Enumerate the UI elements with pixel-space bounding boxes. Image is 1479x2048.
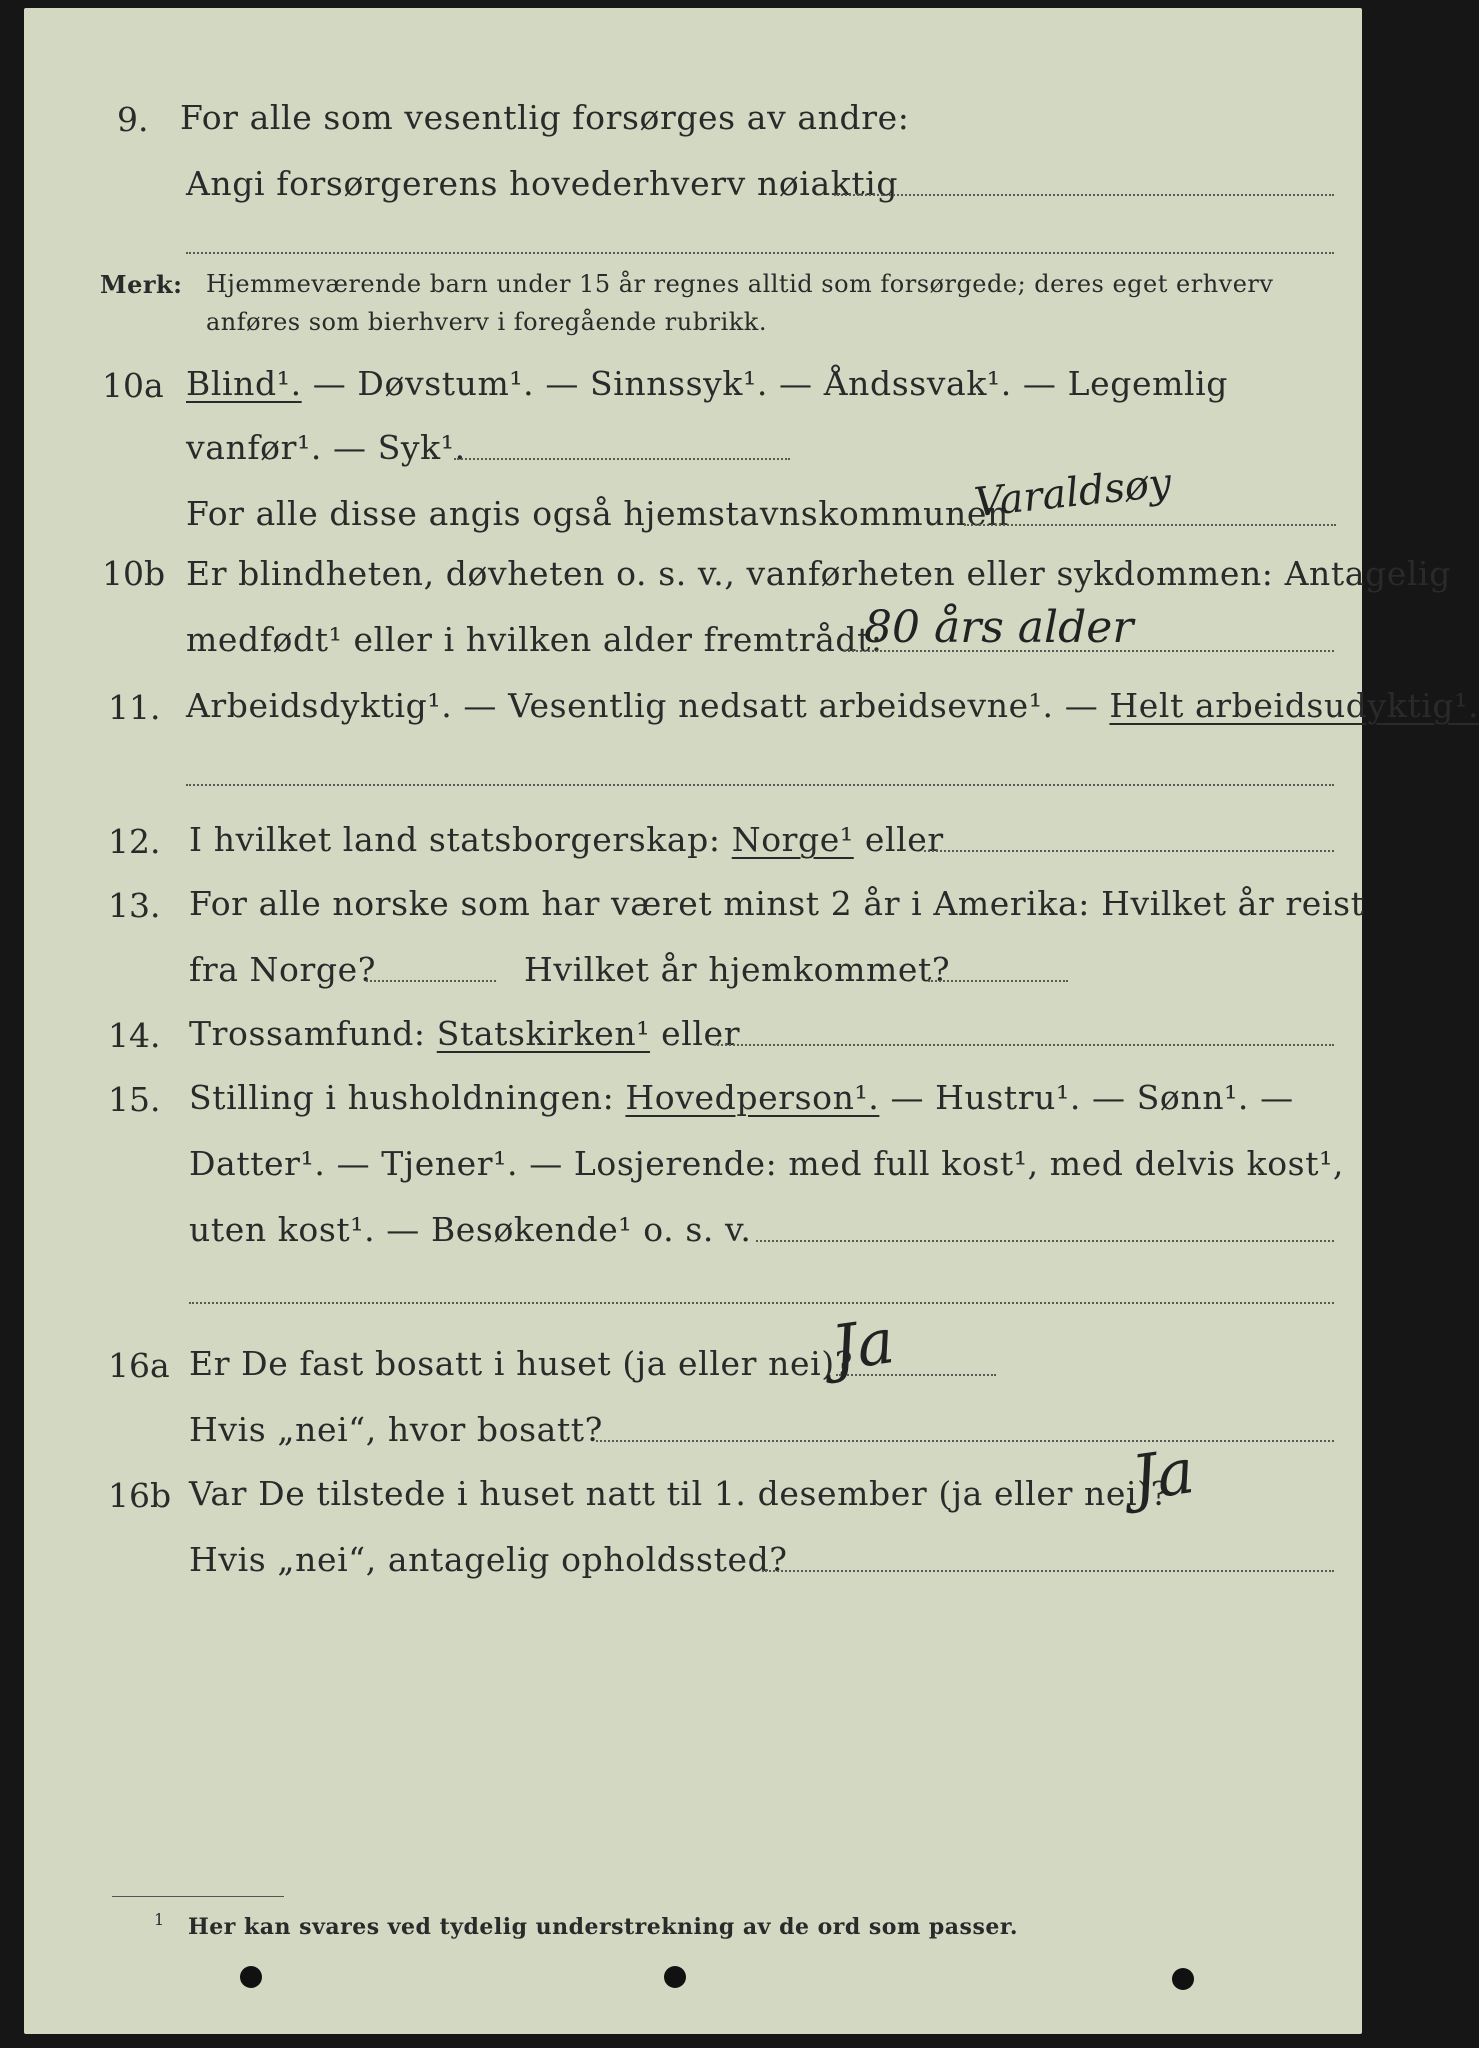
q11-extra-line[interactable] [186,784,1334,786]
binding-hole-center [664,1966,686,1988]
q15-number: 15. [108,1080,161,1119]
q15-underlined: Hovedperson¹. [625,1078,880,1117]
q16b-number: 16b [108,1476,172,1515]
q10a-number: 10a [102,366,164,405]
q9-line1: For alle som vesentlig forsørges av andre: [180,98,910,137]
q16a-bosatt-line[interactable] [596,1440,1334,1442]
q14-text: Trossamfund: [189,1014,426,1053]
q12-text: I hvilket land statsborgerskap: [189,820,721,859]
q13-line2a: fra Norge? [189,950,377,989]
q11-text: Arbeidsdyktig¹. — Vesentlig nedsatt arbeidsevne¹. — [186,686,1110,725]
q11-line [186,686,1479,725]
q10b-handwritten-answer: 80 års alder [864,602,1134,653]
q15-line1a: Stilling i husholdningen: [189,1078,615,1117]
footnote-text: Her kan svares ved tydelig understrekning av de ord som passer. [188,1914,1019,1940]
binding-hole-right [1172,1968,1194,1990]
q14-rest: eller [650,1014,741,1053]
q14-answer-line[interactable] [714,1044,1334,1046]
q12-number: 12. [108,822,161,861]
q10a-line2: vanfør¹. — Syk¹. [186,428,466,467]
merk-line1: Hjemmeværende barn under 15 år regnes alltid som forsørgede; deres eget erhverv [206,270,1274,298]
q14-number: 14. [108,1016,161,1055]
q16a-number: 16a [108,1346,170,1385]
q11-number: 11. [108,688,161,727]
q16a-handwritten-answer: Ja [827,1304,899,1385]
q16b-opholdssted-line[interactable] [762,1570,1334,1572]
q16a-line1: Er De fast bosatt i huset (ja eller nei)? [189,1344,853,1383]
q12-underlined: Norge¹ [731,820,854,859]
q13-reist-line[interactable] [366,980,496,982]
q9-answer-line[interactable] [834,194,1334,196]
q15-line1 [189,1078,1294,1117]
footnote-rule [112,1896,284,1897]
q10b-line1: Er blindheten, døvheten o. s. v., vanførheten eller sykdommen: Antagelig [186,554,1451,593]
q13-line1: For alle norske som har været minst 2 år i Amerika: Hvilket år reist [189,884,1365,923]
binding-hole-left [240,1966,262,1988]
q16b-handwritten-answer: Ja [1127,1434,1199,1515]
q11-underlined: Helt arbeidsudyktig¹. [1109,686,1479,725]
q9-answer-line-2[interactable] [186,252,1334,254]
q10b-number: 10b [102,554,166,593]
q12-rest: eller [853,820,944,859]
q15-line1b: — Hustru¹. — Sønn¹. — [879,1078,1294,1117]
q13-number: 13. [108,886,161,925]
merk-label: Merk: [100,270,183,299]
q13-line2b: Hvilket år hjemkommet? [524,950,951,989]
q12-answer-line[interactable] [924,850,1334,852]
q10b-line2: medfødt¹ eller i hvilken alder fremtrådt: [186,620,883,659]
q12-line [189,820,944,859]
q13-hjemkommet-line[interactable] [928,980,1068,982]
footnote-mark: 1 [154,1910,165,1929]
q16b-line1: Var De tilstede i huset natt til 1. desember (ja eller nei)? [189,1474,1169,1513]
q10a-line3: For alle disse angis også hjemstavnskommunen [186,494,1009,533]
q14-underlined: Statskirken¹ [436,1014,651,1053]
q10a-answer-line[interactable] [964,524,1336,526]
q10a-blind-underlined: Blind¹. [186,364,302,403]
q16a-line2: Hvis „nei“, hvor bosatt? [189,1410,603,1449]
q15-extra-line[interactable] [189,1302,1334,1304]
q16b-line2: Hvis „nei“, antagelig opholdssted? [189,1540,788,1579]
q10a-line1 [186,364,1228,403]
q9-line2: Angi forsørgerens hovederhverv nøiaktig [186,164,899,203]
q15-line2: Datter¹. — Tjener¹. — Losjerende: med full kost¹, med delvis kost¹, [189,1144,1344,1183]
q15-answer-line[interactable] [756,1240,1334,1242]
q10a-handwritten-answer: Varaldsøy [972,459,1174,527]
q10a-line1-rest: — Døvstum¹. — Sinnssyk¹. — Åndssvak¹. — Legemlig [301,364,1229,403]
q14-line [189,1014,740,1053]
q9-number: 9. [117,100,149,139]
merk-line2: anføres som bierhverv i foregående rubrikk. [206,308,767,336]
q15-line3: uten kost¹. — Besøkende¹ o. s. v. [189,1210,752,1249]
census-form-page [24,8,1479,2034]
q10a-syk-line[interactable] [454,458,790,460]
